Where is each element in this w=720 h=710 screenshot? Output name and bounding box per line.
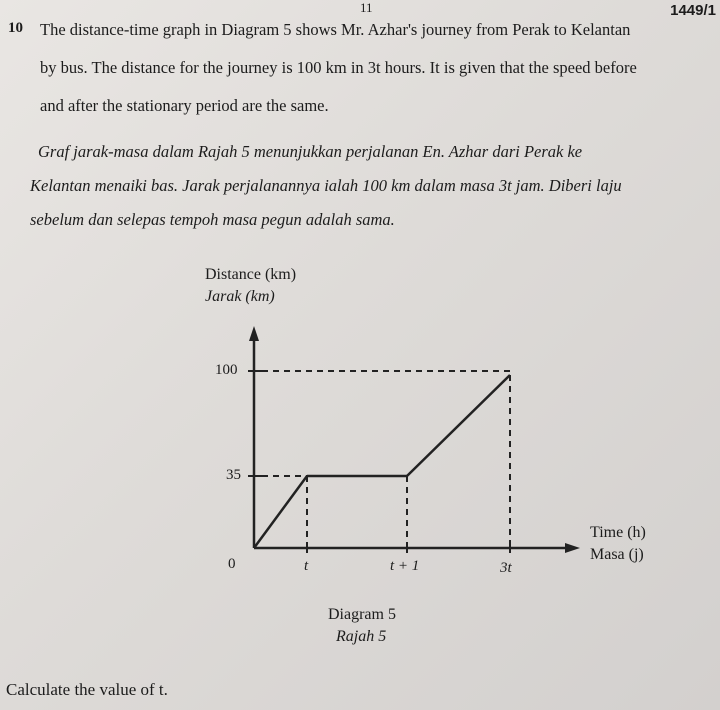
y-axis-arrow [249,326,259,341]
question-prompt: Calculate the value of t. [6,680,168,699]
x-axis-label-malay: Masa (j) [590,546,644,563]
diagram-caption: Diagram 5 [328,606,396,623]
journey-segment-2 [407,375,510,476]
y-axis-label: Distance (km) [205,266,297,283]
y-axis-label-malay: Jarak (km) [205,288,275,305]
diagram-caption-malay: Rajah 5 [336,628,387,645]
y-tick-label-100: 100 [215,362,238,378]
x-tick-label-0: 0 [228,556,236,572]
malay-line-1: Graf jarak-masa dalam Rajah 5 menunjukkan perjalanan En. Azhar dari Perak ke [38,142,583,161]
page-number: 11 [360,0,373,15]
english-line-3: and after the stationary period are the same. [40,96,329,115]
journey-segment-1 [254,476,307,548]
paper-code: 1449/1 [670,2,716,19]
question-number: 10 [8,20,23,36]
malay-line-2: Kelantan menaiki bas. Jarak perjalanannya ialah 100 km dalam masa 3t jam. Diberi laju [30,176,622,195]
english-line-2: by bus. The distance for the journey is 100 km in 3t hours. It is given that the speed before [40,58,637,77]
x-axis-label: Time (h) [590,524,646,541]
x-axis-arrow [565,543,580,553]
english-line-1: The distance-time graph in Diagram 5 shows Mr. Azhar's journey from Perak to Kelantan [40,20,631,39]
x-tick-label-t-plus-1: t + 1 [390,558,420,574]
y-tick-label-35: 35 [226,467,241,483]
malay-line-3: sebelum dan selepas tempoh masa pegun adalah sama. [30,210,395,229]
x-tick-label-t: t [304,558,309,574]
x-tick-label-3t: 3t [500,560,512,576]
